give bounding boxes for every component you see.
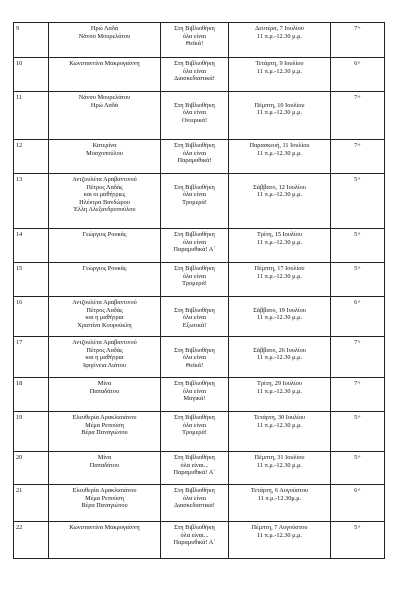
- event-title-line: [163, 176, 226, 184]
- row-number: [14, 229, 49, 263]
- presenter-names-line: Μίνα: [97, 454, 112, 461]
- event-title-line: Μαγικά!: [183, 395, 206, 403]
- row-number: [14, 263, 49, 297]
- event-date-time-line: 11 π.μ.-12.30 μ.μ.: [256, 272, 303, 280]
- presenter-names: [49, 263, 161, 297]
- event-date-time: [229, 174, 331, 229]
- event-date-time-line: 11 π.μ.-12.30 μ.μ.: [256, 191, 303, 199]
- event-title-line: όλα είναι: [182, 238, 207, 246]
- age-group: [331, 378, 385, 412]
- presenter-names-line: Αντζουλέτα Αραβαντινού: [72, 299, 137, 306]
- event-title: [161, 263, 229, 297]
- presenter-names-line: Πέτρος Λαδάς: [86, 183, 123, 191]
- age-group-value: 5+: [354, 265, 361, 272]
- event-date-time-line: Σάββατο, 26 Ιουλίου: [253, 346, 306, 354]
- row-number: [14, 58, 49, 92]
- event-title-line: [163, 299, 226, 307]
- event-title: [161, 58, 229, 92]
- event-title-line: όλα είναι: [182, 314, 207, 322]
- age-group: [331, 92, 385, 140]
- event-date-time: [229, 140, 331, 174]
- event-title-line: όλα είναι: [182, 32, 207, 40]
- presenter-names-line: Ελευθερία Αρακλισιάνου: [72, 487, 137, 494]
- row-number: [14, 174, 49, 229]
- event-date-time: [229, 263, 331, 297]
- event-title-line: Στη Βιβλιοθήκη: [174, 142, 215, 149]
- presenter-names: [49, 174, 161, 229]
- event-date-time-line: Πέμπτη, 7 Αυγούστου: [251, 524, 308, 531]
- table-row: [14, 23, 385, 58]
- event-title-line: Ονειρικά!: [181, 116, 208, 124]
- event-title-line: όλα είναι: [182, 191, 207, 199]
- event-date-time-line: Δευτέρα, 7 Ιουλίου: [255, 25, 304, 32]
- event-date-time-line: 11 π.μ.-12.30 μ.μ.: [256, 421, 303, 429]
- event-date-time: [229, 412, 331, 452]
- age-group-value: 6+: [354, 487, 361, 494]
- schedule-rows: [14, 23, 385, 559]
- event-date-time-line: [231, 339, 328, 347]
- event-title: [161, 174, 229, 229]
- event-title: [161, 485, 229, 522]
- event-date-time: [229, 58, 331, 92]
- presenter-names-line: Μοσχοπούλου: [86, 149, 123, 157]
- row-number-value: 12: [16, 142, 23, 149]
- presenter-names-line: Παπαδάτου: [89, 387, 120, 395]
- row-number-value: 17: [16, 339, 23, 346]
- row-number-value: 13: [16, 176, 23, 183]
- age-group: [331, 174, 385, 229]
- presenter-names-line: Βέρα Παναγιώτου: [81, 429, 128, 437]
- age-group-value: 5+: [354, 524, 361, 531]
- presenter-names-line: Ηρώ Λαδά: [90, 101, 119, 109]
- presenter-names-line: Χριστίνα Κουρούκλη: [77, 321, 132, 329]
- age-group: [331, 337, 385, 378]
- presenter-names-line: Κωνσταντίνα Μακρυγιάννη: [69, 60, 140, 67]
- event-title: [161, 378, 229, 412]
- event-title-line: όλα είναι: [182, 421, 207, 429]
- row-number-value: 14: [16, 231, 23, 238]
- event-title: [161, 140, 229, 174]
- age-group: [331, 58, 385, 92]
- event-title-line: Στη Βιβλιοθήκη: [174, 306, 215, 314]
- event-title-line: Εξωτικά!: [182, 321, 207, 329]
- presenter-names-line: και οι μαθήτριες: [83, 191, 126, 199]
- presenter-names-line: Έλλη Αλεξανδροπούλου: [73, 206, 136, 214]
- presenter-names-line: Παπαδάτου: [89, 461, 120, 469]
- event-date-time-line: 11 π.μ.-12.30 μ.μ.: [256, 531, 303, 539]
- presenter-names: [49, 92, 161, 140]
- presenter-names-line: Ελευθερία Αρακλισιάνου: [72, 414, 137, 421]
- row-number-value: 22: [16, 524, 23, 531]
- age-group-value: 7+: [354, 25, 361, 32]
- event-title-line: όλα είναι...: [180, 531, 209, 539]
- table-row: [14, 174, 385, 229]
- presenter-names-line: Κατερίνα: [92, 142, 117, 149]
- event-date-time-line: 11 π.μ.-12.30 μ.μ.: [256, 354, 303, 362]
- age-group-value: 5+: [354, 176, 361, 183]
- event-date-time: [229, 452, 331, 485]
- event-date-time-line: 11 π.μ.-12.30 μ.μ.: [256, 461, 303, 469]
- event-date-time-line: Τρίτη, 29 Ιουλίου: [257, 380, 302, 387]
- event-title-line: Διασκεδαστικά!: [174, 75, 215, 83]
- event-title-line: Παραμυθικά! Α΄: [173, 246, 216, 254]
- event-title: [161, 92, 229, 140]
- presenter-names-line: Μέμα Ρεπούση: [85, 494, 124, 502]
- presenter-names-line: Νάνσυ Μουρελάτου: [78, 32, 131, 40]
- event-title-line: όλα είναι: [182, 149, 207, 157]
- presenter-names: [49, 452, 161, 485]
- age-group: [331, 140, 385, 174]
- table-row: [14, 92, 385, 140]
- table-row: [14, 297, 385, 337]
- event-title-line: Στη Βιβλιοθήκη: [174, 454, 215, 461]
- row-number: [14, 297, 49, 337]
- presenter-names-line: Βέρα Παναγιώτου: [81, 502, 128, 510]
- age-group: [331, 452, 385, 485]
- presenter-names: [49, 140, 161, 174]
- event-title-line: όλα είναι: [182, 109, 207, 117]
- event-title: [161, 522, 229, 559]
- event-date-time: [229, 92, 331, 140]
- presenter-names-line: Ηρώ Λαδά: [90, 25, 119, 32]
- event-date-time-line: 11 π.μ.-12.30 μ.μ.: [256, 387, 303, 395]
- event-title-line: Στη Βιβλιοθήκη: [174, 101, 215, 109]
- presenter-names-line: Ηλέκτρα Βανδώρου: [79, 198, 130, 206]
- event-title-line: [163, 339, 226, 347]
- event-title-line: Στη Βιβλιοθήκη: [174, 265, 215, 272]
- event-date-time-line: 11 π.μ.-12.30 μ.μ.: [256, 238, 303, 246]
- age-group: [331, 23, 385, 58]
- event-title-line: Παραμυθικά!: [177, 157, 212, 165]
- row-number: [14, 522, 49, 559]
- event-date-time-line: Σάββατο, 12 Ιουλίου: [253, 183, 306, 191]
- event-date-time-line: [231, 94, 328, 102]
- age-group-value: 5+: [354, 454, 361, 461]
- event-date-time: [229, 337, 331, 378]
- event-title-line: Στη Βιβλιοθήκη: [174, 183, 215, 191]
- row-number: [14, 140, 49, 174]
- table-row: [14, 58, 385, 92]
- table-row: [14, 452, 385, 485]
- age-group-value: 6+: [354, 60, 361, 67]
- row-number-value: 19: [16, 414, 23, 421]
- age-group: [331, 297, 385, 337]
- event-title-line: Τρομερά!: [182, 280, 207, 288]
- table-row: [14, 337, 385, 378]
- presenter-names: [49, 378, 161, 412]
- row-number: [14, 23, 49, 58]
- table-row: [14, 263, 385, 297]
- age-group-value: 7+: [354, 94, 361, 101]
- presenter-names: [49, 485, 161, 522]
- age-group: [331, 229, 385, 263]
- event-title-line: όλα είναι: [182, 494, 207, 502]
- event-title-line: Θεϊκά!: [185, 361, 204, 369]
- event-title: [161, 412, 229, 452]
- event-title-line: Παραμυθικά! Α΄: [173, 539, 216, 547]
- row-number: [14, 485, 49, 522]
- age-group-value: 7+: [354, 142, 361, 149]
- presenter-names-line: και η μαθήτρια: [85, 314, 124, 322]
- presenter-names: [49, 297, 161, 337]
- event-date-time-line: Τετάρτη, 30 Ιουλίου: [253, 414, 306, 421]
- event-date-time-line: [231, 176, 328, 184]
- event-date-time: [229, 23, 331, 58]
- event-title-line: Διασκεδαστικά!: [174, 502, 215, 510]
- table-row: [14, 412, 385, 452]
- event-date-time-line: [231, 299, 328, 307]
- presenter-names: [49, 522, 161, 559]
- age-group-value: 5+: [354, 414, 361, 421]
- age-group-value: 7+: [354, 339, 361, 346]
- table-row: [14, 140, 385, 174]
- presenter-names-line: Αντζουλέτα Αραβαντινού: [72, 176, 137, 183]
- event-title-line: Στη Βιβλιοθήκη: [174, 346, 215, 354]
- event-title: [161, 452, 229, 485]
- presenter-names: [49, 23, 161, 58]
- row-number-value: 15: [16, 265, 23, 272]
- presenter-names-line: Πέτρος Λαδάς: [86, 306, 123, 314]
- presenter-names-line: και η μαθήτρια: [85, 354, 124, 362]
- row-number: [14, 412, 49, 452]
- event-date-time: [229, 297, 331, 337]
- row-number-value: 16: [16, 299, 23, 306]
- age-group: [331, 522, 385, 559]
- table-row: [14, 485, 385, 522]
- table-row: [14, 522, 385, 559]
- event-title: [161, 23, 229, 58]
- row-number: [14, 337, 49, 378]
- event-title-line: Στη Βιβλιοθήκη: [174, 60, 215, 67]
- event-title: [161, 229, 229, 263]
- row-number: [14, 378, 49, 412]
- age-group: [331, 412, 385, 452]
- event-date-time-line: Τετάρτη, 6 Αυγούστου: [250, 487, 309, 494]
- event-date-time-line: 11 π.μ.-12.30 μ.μ.: [256, 149, 303, 157]
- event-title-line: Στη Βιβλιοθήκη: [174, 487, 215, 494]
- event-date-time-line: 11 π.μ.-12.30 μ.μ.: [256, 67, 303, 75]
- age-group: [331, 263, 385, 297]
- event-title-line: Τρομερά!: [182, 198, 207, 206]
- event-date-time-line: Πέμπτη, 10 Ιουλίου: [254, 101, 305, 109]
- event-date-time-line: Σάββατο, 19 Ιουλίου: [253, 306, 306, 314]
- event-date-time: [229, 378, 331, 412]
- presenter-names-line: Γεώργιος Ρουκάς: [82, 231, 127, 238]
- event-date-time-line: Πέμπτη, 31 Ιουλίου: [254, 454, 305, 461]
- row-number-value: 21: [16, 487, 23, 494]
- presenter-names-line: Πέτρος Λαδάς: [86, 346, 123, 354]
- presenter-names-line: Αντζουλέτα Αραβαντινού: [72, 339, 137, 346]
- age-group-value: 5+: [354, 231, 361, 238]
- event-date-time-line: Παρασκευή, 11 Ιουλίου: [249, 142, 310, 149]
- event-title-line: Στη Βιβλιοθήκη: [174, 414, 215, 421]
- event-title-line: Στη Βιβλιοθήκη: [174, 25, 215, 32]
- event-date-time-line: 11 π.μ.-12.30 μ.μ.: [256, 32, 303, 40]
- event-date-time-line: 11 π.μ.-12.30μ.μ.: [257, 494, 302, 502]
- age-group-value: 6+: [354, 299, 361, 306]
- row-number-value: 18: [16, 380, 23, 387]
- row-number-value: 10: [16, 60, 23, 67]
- age-group: [331, 485, 385, 522]
- presenter-names: [49, 337, 161, 378]
- event-title-line: όλα είναι: [182, 272, 207, 280]
- table-row: [14, 229, 385, 263]
- event-title-line: όλα είναι: [182, 354, 207, 362]
- row-number-value: 11: [16, 94, 23, 101]
- presenter-names-line: Νάνσυ Μουρελάτου: [78, 94, 131, 101]
- age-group-value: 7+: [354, 380, 361, 387]
- event-date-time: [229, 229, 331, 263]
- event-title: [161, 337, 229, 378]
- presenter-names-line: Κωνσταντίνα Μακρυγιάννη: [69, 524, 140, 531]
- event-title: [161, 297, 229, 337]
- presenter-names: [49, 412, 161, 452]
- event-title-line: όλα είναι...: [180, 461, 209, 469]
- presenter-names: [49, 229, 161, 263]
- event-title-line: Παραμυθικά! Α΄: [173, 469, 216, 477]
- event-title-line: όλα είναι: [182, 387, 207, 395]
- event-title-line: Θεϊκά!: [185, 40, 204, 48]
- event-date-time-line: Πέμπτη, 17 Ιουλίου: [254, 265, 305, 272]
- event-date-time: [229, 522, 331, 559]
- table-row: [14, 378, 385, 412]
- event-title-line: όλα είναι: [182, 67, 207, 75]
- event-date-time: [229, 485, 331, 522]
- row-number: [14, 452, 49, 485]
- row-number-value: 9: [16, 25, 20, 32]
- event-title-line: Στη Βιβλιοθήκη: [174, 380, 215, 387]
- schedule-table: [13, 22, 385, 559]
- event-title-line: [163, 94, 226, 102]
- event-date-time-line: Τρίτη, 15 Ιουλίου: [257, 231, 302, 238]
- presenter-names-line: Ιφιγένεια Λιάτου: [83, 361, 126, 369]
- event-title-line: Στη Βιβλιοθήκη: [174, 524, 215, 531]
- presenter-names-line: Γεώργιος Ρουκάς: [82, 265, 127, 272]
- presenter-names: [49, 58, 161, 92]
- event-title-line: Τρομερά!: [182, 429, 207, 437]
- event-date-time-line: 11 π.μ.-12.30 μ.μ.: [256, 314, 303, 322]
- event-title-line: Στη Βιβλιοθήκη: [174, 231, 215, 238]
- presenter-names-line: Μέμα Ρεπούση: [85, 421, 124, 429]
- row-number: [14, 92, 49, 140]
- row-number-value: 20: [16, 454, 23, 461]
- event-date-time-line: 11 π.μ.-12.30 μ.μ.: [256, 109, 303, 117]
- presenter-names-line: Μίνα: [97, 380, 112, 387]
- event-date-time-line: Τετάρτη, 9 Ιουλίου: [255, 60, 304, 67]
